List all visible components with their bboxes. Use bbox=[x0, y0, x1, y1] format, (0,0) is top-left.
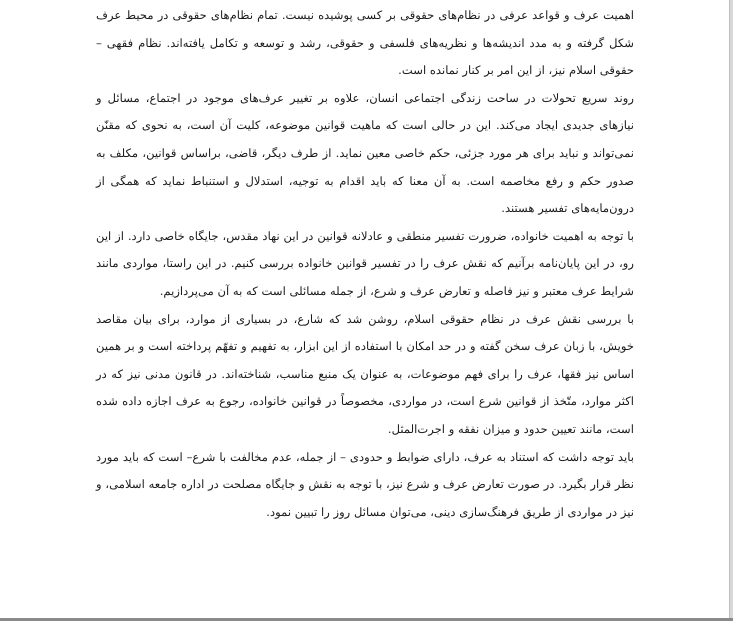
paragraph-4: با بررسی نقش عرف در نظام حقوقی اسلام، روشن شد که شارع، در بسیاری از موارد، برای بیان مقاصد خویش، با زبان عرف سخن گفته و در حد امکان با استفاده از این ابزار، به تفهیم و تفهّم پرداخته است و بر همین اساس نیز فقها، عرف را برای فهم موضوعات، به عنوان یک منبع مناسب، شناخته‌اند. در قانون مدنی نیز که در اکثر موارد، متّخذ از قوانین شرع است، در مواردی، مخصوصاً در قوانین خانواده، رجوع به عرف اجازه داده شده است، مانند تعیین حدود و میزان نفقه و اجرت‌المثل. bbox=[96, 311, 634, 436]
paragraph-5: باید توجه داشت که استناد به عرف، دارای ضوابط و حدودی – از جمله، عدم مخالفت با شرع– است که باید مورد نظر قرار بگیرد. در صورت تعارض عرف و شرع نیز، با توجه به نقش و جایگاه مصلحت در اداره جامعه اسلامی، و نیز در مواردی از طریق فرهنگ‌سازی دینی، می‌توان مسائل روز را تبیین نمود. bbox=[96, 449, 634, 519]
paragraph-1: اهمیت عرف و قواعد عرفی در نظام‌های حقوقی بر کسی پوشیده نیست. تمام نظام‌های حقوقی در محیط عرف شکل گرفته و به مدد اندیشه‌ها و نظریه‌های فلسفی و حقوقی، رشد و توسعه و تکامل یافته‌اند. نظام فقهی – حقوقی اسلام نیز، از این امر بر کنار نمانده است. bbox=[96, 8, 634, 78]
document-body bbox=[96, 2, 634, 526]
paragraph-2: روند سریع تحولات در ساحت زندگی اجتماعی انسان، علاوه بر تغییر عرف‌های موجود در اجتماع، مسائل و نیازهای جدیدی ایجاد می‌کند. این در حالی است که ماهیت قوانین موضوعه، کلیت آن است، به نحوی که مقنّن نمی‌تواند و نباید برای هر مورد جزئی، حکم خاصی معین نماید. از طرف دیگر، قاضی، براساس قوانین، مکلف به صدور حکم و رفع مخاصمه است. به آن معنا که باید اقدام به توجیه، استدلال و استنباط نماید که همگی از درون‌مایه‌های تفسیر هستند. bbox=[96, 90, 634, 216]
paragraph-3: با توجه به اهمیت خانواده، ضرورت تفسیر منطقی و عادلانه قوانین در این نهاد مقدس، جایگاه خاصی دارد. از این رو، در این پایان‌نامه برآنیم که نقش عرف را در تفسیر قوانین خانواده بررسی کنیم. در این راستا، مواردی مانند شرایط عرف معتبر و نیز فاصله و تعارض عرف و شرع، از جمله مسائلی است که به آن می‌پردازیم. bbox=[96, 228, 634, 298]
